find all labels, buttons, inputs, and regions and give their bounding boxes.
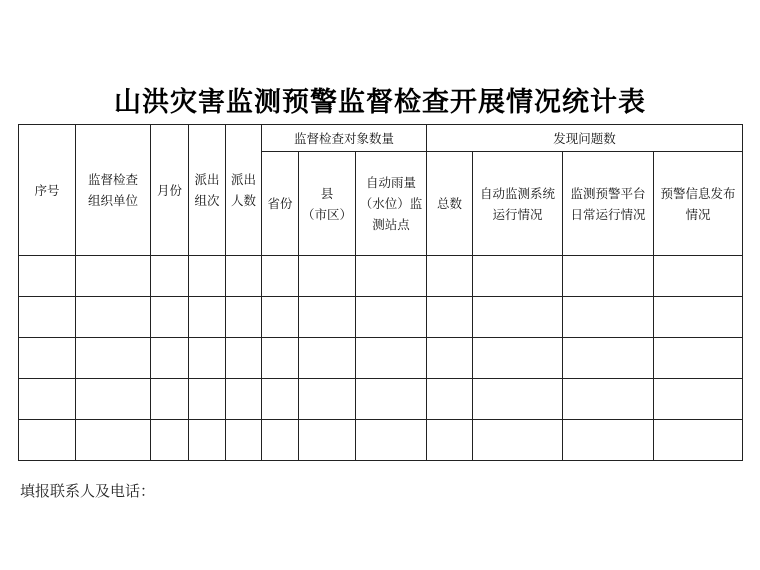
table-cell xyxy=(299,379,356,420)
table-cell xyxy=(654,297,743,338)
table-cell xyxy=(563,379,654,420)
table-cell xyxy=(189,297,226,338)
table-cell xyxy=(299,338,356,379)
table-body xyxy=(19,256,743,461)
col-header-seq: 序号 xyxy=(19,125,76,256)
table-cell xyxy=(473,297,563,338)
table-cell xyxy=(151,256,189,297)
table-cell xyxy=(654,379,743,420)
table-row xyxy=(19,338,743,379)
table-cell xyxy=(189,338,226,379)
page-title: 山洪灾害监测预警监督检查开展情况统计表 xyxy=(114,87,646,118)
col-header-county: 县 （市区） xyxy=(299,152,356,256)
table-cell xyxy=(189,256,226,297)
table-cell xyxy=(19,420,76,461)
table-cell xyxy=(226,256,262,297)
table-cell xyxy=(473,256,563,297)
table-cell xyxy=(189,420,226,461)
table-cell xyxy=(151,420,189,461)
header-row-group xyxy=(19,125,743,152)
table-cell xyxy=(262,256,299,297)
table-cell xyxy=(473,420,563,461)
table-cell xyxy=(151,297,189,338)
table-cell xyxy=(76,420,151,461)
col-header-unit: 监督检查 组织单位 xyxy=(76,125,151,256)
table-cell xyxy=(226,297,262,338)
table-cell xyxy=(76,297,151,338)
col-header-month: 月份 xyxy=(151,125,189,256)
table-cell xyxy=(262,379,299,420)
table-cell xyxy=(427,338,473,379)
col-header-release: 预警信息发布 情况 xyxy=(654,152,743,256)
table-cell xyxy=(151,379,189,420)
table-cell xyxy=(654,420,743,461)
col-header-platform: 监测预警平台 日常运行情况 xyxy=(563,152,654,256)
table-cell xyxy=(226,379,262,420)
table-cell xyxy=(563,256,654,297)
table-cell xyxy=(76,338,151,379)
table-row xyxy=(19,256,743,297)
table-cell xyxy=(19,297,76,338)
table-cell xyxy=(76,256,151,297)
col-header-groups: 派出 组次 xyxy=(189,125,226,256)
table-cell xyxy=(262,420,299,461)
table-cell xyxy=(356,338,427,379)
table-row xyxy=(19,420,743,461)
table-cell xyxy=(299,420,356,461)
table-cell xyxy=(356,379,427,420)
table-cell xyxy=(427,256,473,297)
group-header-problems: 发现问题数 xyxy=(427,125,743,152)
table-cell xyxy=(226,420,262,461)
table-cell xyxy=(226,338,262,379)
col-header-total: 总数 xyxy=(427,152,473,256)
contact-label: 填报联系人及电话： xyxy=(20,482,156,500)
table-cell xyxy=(563,420,654,461)
table-cell xyxy=(262,338,299,379)
col-header-province: 省份 xyxy=(262,152,299,256)
table-cell xyxy=(76,379,151,420)
table-cell xyxy=(356,297,427,338)
col-header-people: 派出 人数 xyxy=(226,125,262,256)
table-cell xyxy=(356,256,427,297)
table-row xyxy=(19,379,743,420)
table-cell xyxy=(19,338,76,379)
table-row xyxy=(19,297,743,338)
table-cell xyxy=(151,338,189,379)
col-header-auto-sys: 自动监测系统 运行情况 xyxy=(473,152,563,256)
table-cell xyxy=(299,297,356,338)
table-cell xyxy=(189,379,226,420)
table-cell xyxy=(563,338,654,379)
table-cell xyxy=(19,256,76,297)
table-cell xyxy=(262,297,299,338)
table-cell xyxy=(356,420,427,461)
table-cell xyxy=(654,256,743,297)
col-header-station: 自动雨量 （水位）监 测站点 xyxy=(356,152,427,256)
table-cell xyxy=(299,256,356,297)
table-cell xyxy=(427,379,473,420)
table-cell xyxy=(654,338,743,379)
table-cell xyxy=(427,297,473,338)
table-cell xyxy=(563,297,654,338)
table-cell xyxy=(473,379,563,420)
table-cell xyxy=(473,338,563,379)
statistics-table xyxy=(18,124,743,461)
table-cell xyxy=(19,379,76,420)
group-header-objects: 监督检查对象数量 xyxy=(262,125,427,152)
table-cell xyxy=(427,420,473,461)
